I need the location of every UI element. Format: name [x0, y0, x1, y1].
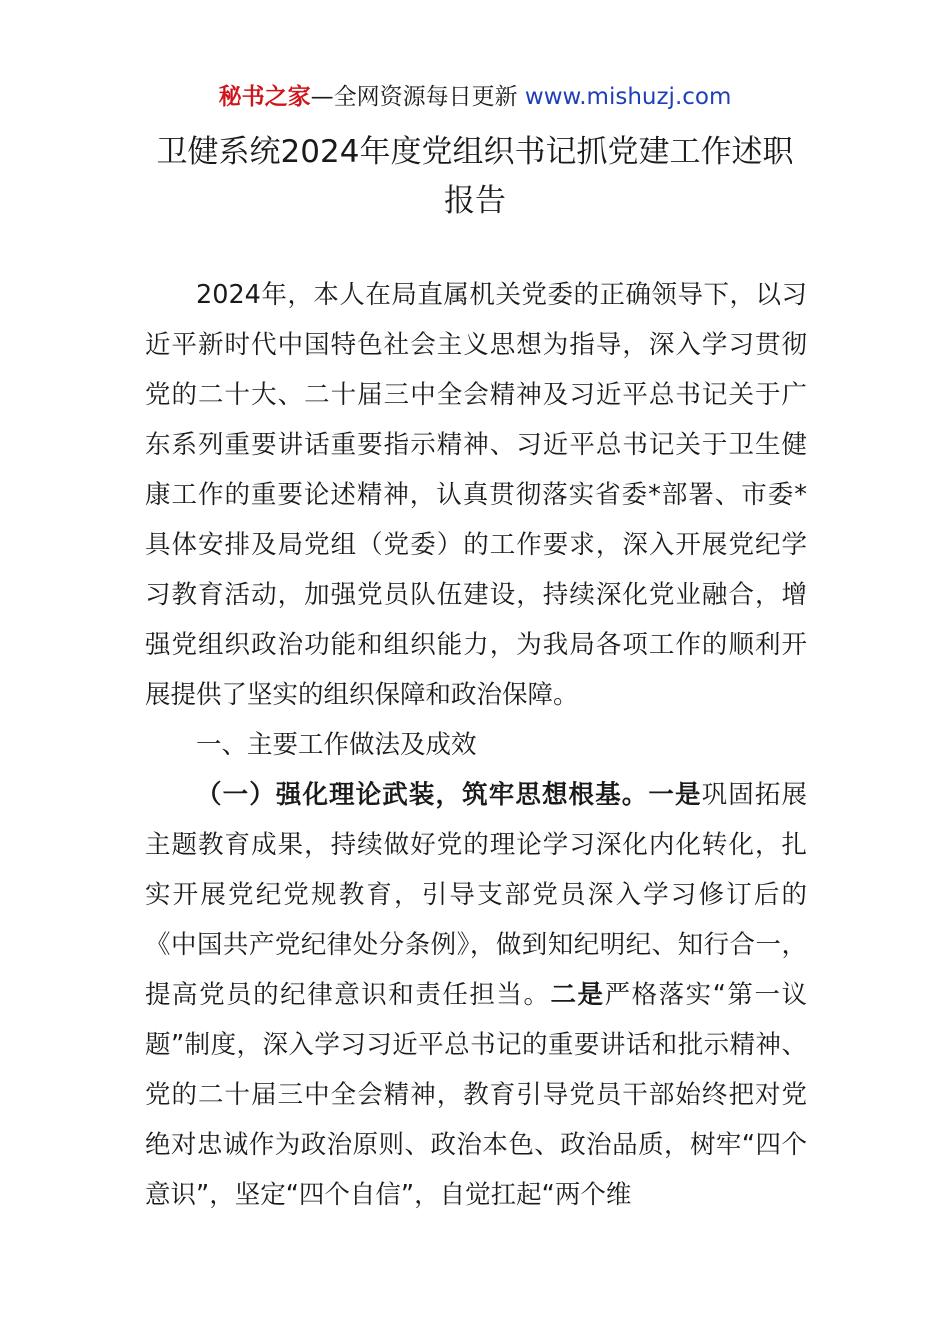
document-title	[100, 128, 850, 226]
intro-paragraph: 2024年，本人在局直属机关党委的正确领导下，以习近平新时代中国特色社会主义思想为指导，深入学习贯彻党的二十大、二十届三中全会精神及习近平总书记关于广东系列重要讲话重要指示精神、习近平总书记关于卫生健康工作的重要论述精神，认真贯彻落实省委*部署、市委*具体安排及局党组（党委）的工作要求，深入开展党纪学习教育活动，加强党员队伍建设，持续深化党业融合，增强党组织政治功能和组织能力，为我局各项工作的顺利开展提供了坚实的组织保障和政治保障。	[145, 280, 807, 710]
title-line-1: 卫健系统2024年度党组织书记抓党建工作述职	[156, 134, 794, 170]
document-body	[145, 270, 807, 1220]
point-2-text: 严格落实“第一议题”制度，深入学习习近平总书记的重要讲话和批示精神、党的二十届三中全会精神，教育引导党员干部始终把对党绝对忠诚作为政治原则、政治本色、政治品质，树牢“四个意识”，坚定“四个自信”，自觉扛起“两个维	[145, 980, 807, 1210]
point-1-text: 巩固拓展主题教育成果，持续做好党的理论学习深化内化转化，扎实开展党纪党规教育，引导支部党员深入学习修订后的《中国共产党纪律处分条例》，做到知纪明纪、知行合一，提高党员的纪律意识和责任担当。	[145, 780, 807, 1010]
subsection-paragraph	[145, 770, 807, 1220]
banner-tagline: —全网资源每日更新	[310, 84, 525, 110]
section-heading: 一、主要工作做法及成效	[196, 730, 477, 760]
site-banner	[0, 80, 950, 114]
website-link[interactable]: www.mishuzj.com	[524, 84, 732, 110]
brand-name: 秘书之家	[218, 84, 311, 110]
point-2-label: 二是	[550, 980, 605, 1010]
subsection-heading: （一）强化理论武装，筑牢思想根基。	[196, 780, 649, 810]
title-line-2: 报告	[444, 183, 506, 219]
point-1-label: 一是	[648, 780, 702, 810]
